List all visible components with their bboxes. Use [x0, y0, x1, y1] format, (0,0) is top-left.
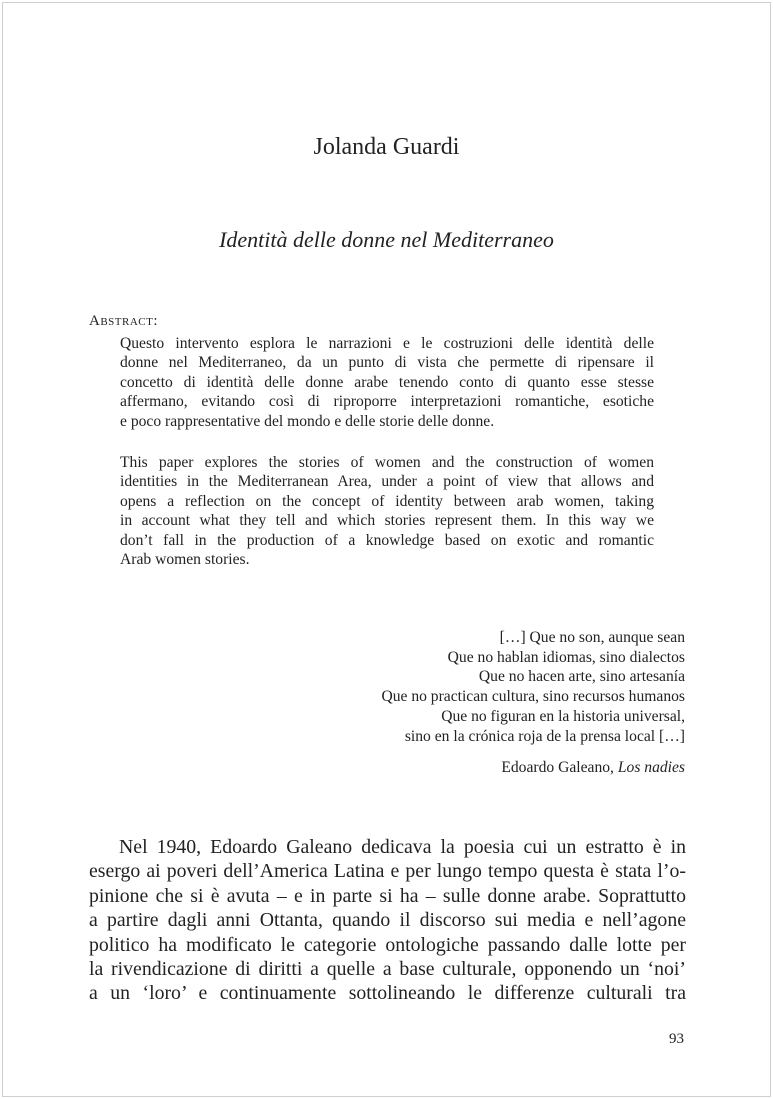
epigraph-line: sino en la crónica roja de la prensa local […]: [404, 727, 685, 745]
abstract-english-line: don’t fall in the production of a knowledge based on exotic and romantic: [120, 531, 654, 549]
abstract-english-line: This paper explores the stories of women and the construction of women: [120, 454, 654, 471]
epigraph-line: […] Que no son, aunque sean: [499, 629, 685, 646]
body-line: politico ha modificato le categorie ontologiche passando dalle lotte per: [89, 933, 686, 956]
epigraph: [260, 628, 685, 746]
abstract-italian-line: donne nel Mediterraneo, da un punto di vista che permette di ripensare il: [120, 354, 654, 372]
body-line: esergo ai poveri dell’America Latina e per lungo tempo questa è stata l’o-: [89, 860, 686, 883]
epigraph-line: Que no hablan idiomas, sino dialectos: [447, 648, 685, 666]
author-name: Jolanda Guardi: [313, 134, 460, 160]
abstract-english: [120, 453, 654, 569]
epigraph-line: Que no figuran en la historia universal,: [441, 707, 685, 725]
abstract-english-line: identities in the Mediterranean Area, under a point of view that allows and: [120, 473, 654, 491]
body-line: a partire dagli anni Ottanta, quando il discorso sui media e nell’agone: [89, 909, 686, 932]
page-number: 93: [669, 1031, 684, 1047]
attribution-work: Los nadies: [617, 759, 685, 776]
epigraph-attribution: [260, 758, 685, 778]
abstract-italian: [120, 334, 654, 431]
abstract-english-line: in account what they tell and which stories represent them. In this way we: [120, 512, 654, 530]
abstract-label: Abstract:: [89, 313, 159, 329]
paper-title: Identità delle donne nel Mediterraneo: [219, 227, 554, 252]
body-paragraph: [89, 835, 686, 1006]
body-line: la rivendicazione di diritti a quelle a base culturale, opponendo un ‘noi’: [89, 957, 686, 980]
epigraph-line: Que no hacen arte, sino artesanía: [478, 668, 685, 686]
body-line: Nel 1940, Edoardo Galeano dedicava la poesia cui un estratto è in: [119, 836, 686, 858]
abstract-english-line: Arab women stories.: [120, 550, 250, 568]
body-line: a un ‘loro’ e continuamente sottolineando le differenze culturali tra: [89, 982, 686, 1005]
abstract-english-line: opens a reflection on the concept of identity between arab women, taking: [120, 492, 654, 510]
abstract-italian-line: e poco rappresentative del mondo e delle storie delle donne.: [120, 412, 495, 430]
abstract-italian-line: concetto di identità delle donne arabe tenendo conto di quanto esse stesse: [120, 373, 654, 391]
attribution-author: Edoardo Galeano,: [501, 759, 614, 776]
epigraph-line: Que no practican cultura, sino recursos humanos: [381, 688, 685, 706]
body-line: pinione che si è avuta – e in parte si ha – sulle donne arabe. Soprattutto: [89, 884, 686, 907]
abstract-italian-line: affermano, evitando così di riproporre interpretazioni romantiche, esotiche: [120, 393, 654, 411]
abstract-italian-line: Questo intervento esplora le narrazioni e le costruzioni delle identità delle: [120, 335, 654, 352]
